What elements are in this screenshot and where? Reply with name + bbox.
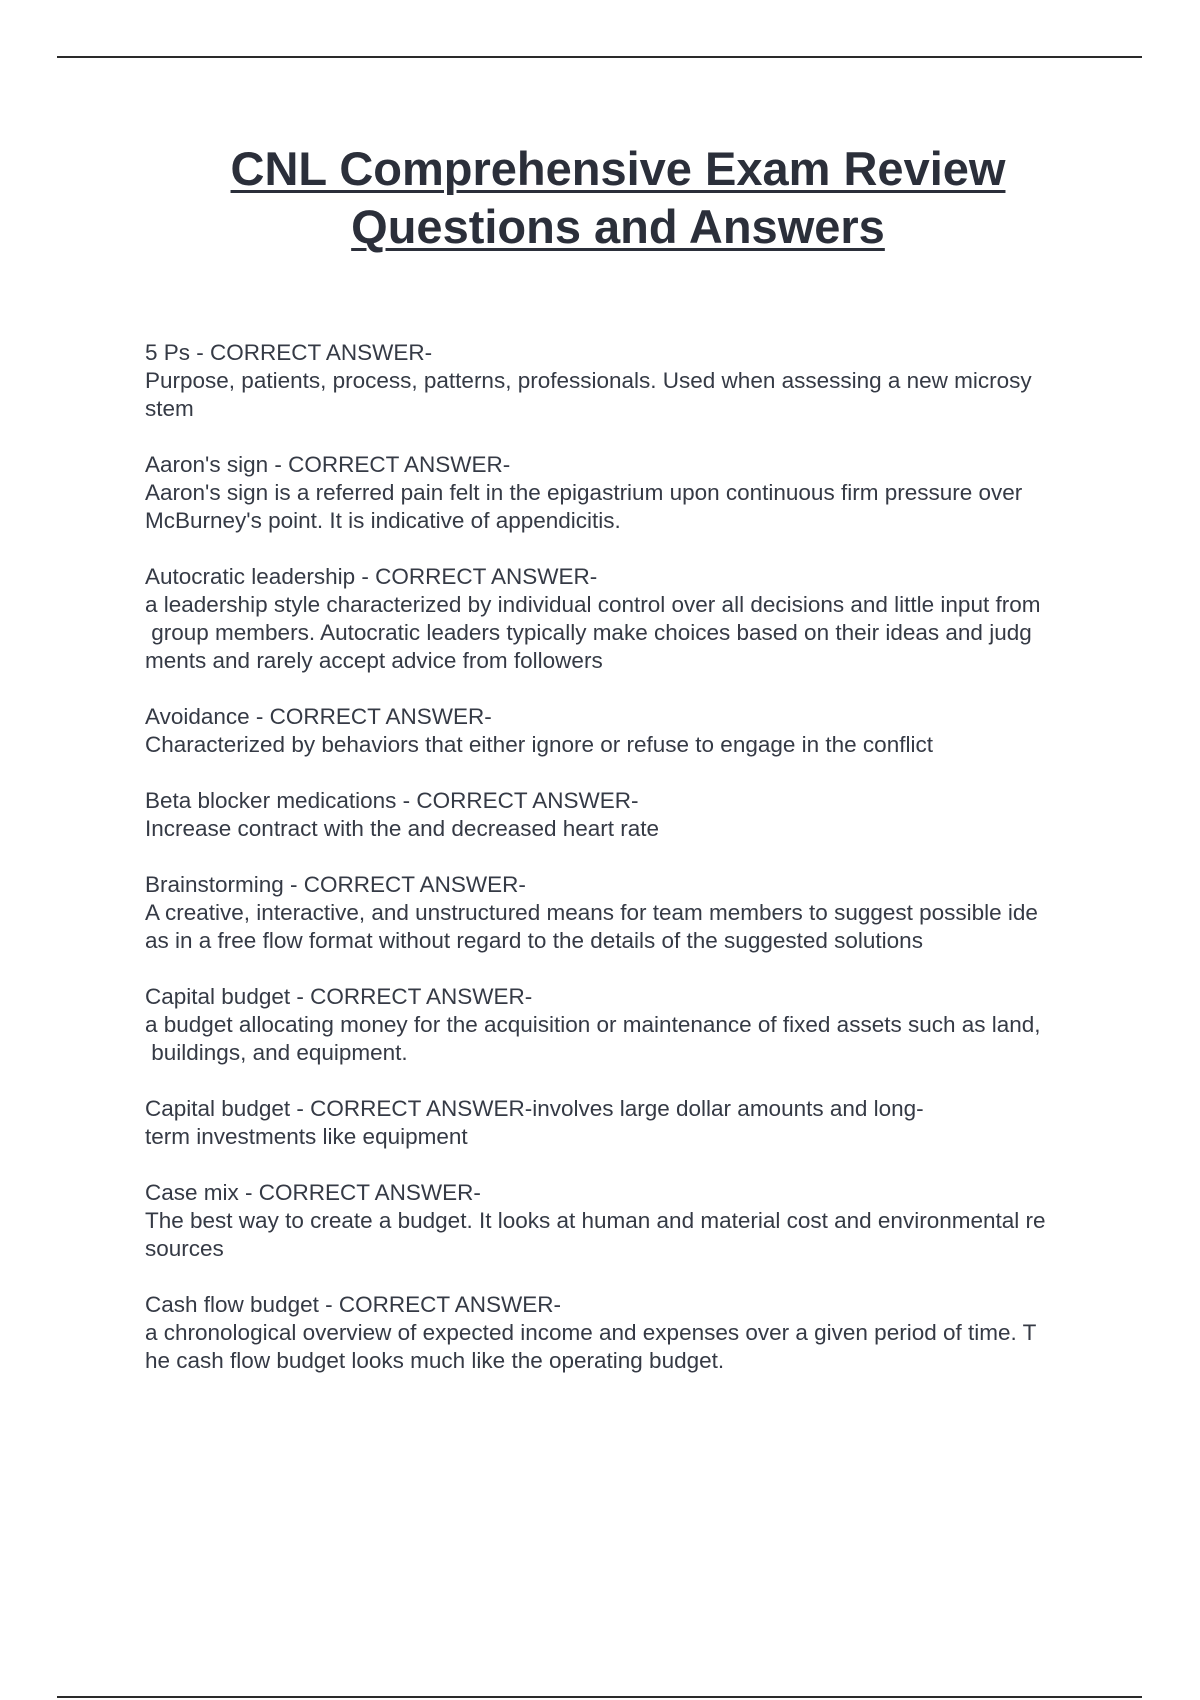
title-line-1: CNL Comprehensive Exam Review bbox=[230, 142, 1006, 195]
top-rule bbox=[57, 56, 1142, 58]
entry-answer-line: stem bbox=[145, 396, 194, 421]
entry-term: 5 Ps - CORRECT ANSWER- bbox=[145, 340, 433, 365]
qa-entry bbox=[145, 1179, 1095, 1263]
entry-answer-line: A creative, interactive, and unstructured means for team members to suggest possible ide bbox=[145, 900, 1038, 925]
entry-answer-line: term investments like equipment bbox=[145, 1124, 468, 1149]
entry-term: Brainstorming - CORRECT ANSWER- bbox=[145, 872, 526, 897]
entry-answer-line: Characterized by behaviors that either ignore or refuse to engage in the conflict bbox=[145, 732, 933, 757]
entry-term: Case mix - CORRECT ANSWER- bbox=[145, 1180, 481, 1205]
entry-answer-line: The best way to create a budget. It looks at human and material cost and environmental re bbox=[145, 1208, 1046, 1233]
bottom-rule bbox=[57, 1696, 1142, 1698]
entry-answer-line: buildings, and equipment. bbox=[145, 1040, 408, 1065]
qa-entry bbox=[145, 983, 1095, 1067]
entry-answer-line: group members. Autocratic leaders typically make choices based on their ideas and judg bbox=[145, 620, 1032, 645]
entry-answer-line: as in a free flow format without regard to the details of the suggested solutions bbox=[145, 928, 923, 953]
qa-entry bbox=[145, 339, 1095, 423]
entry-answer-line: a leadership style characterized by individual control over all decisions and little input from bbox=[145, 592, 1041, 617]
entry-answer-line: McBurney's point. It is indicative of appendicitis. bbox=[145, 508, 621, 533]
qa-entry bbox=[145, 451, 1095, 535]
entry-term: Capital budget - CORRECT ANSWER-involves large dollar amounts and long- bbox=[145, 1096, 924, 1121]
qa-entry bbox=[145, 871, 1095, 955]
entry-answer-line: a chronological overview of expected income and expenses over a given period of time. T bbox=[145, 1320, 1037, 1345]
qa-entry bbox=[145, 1291, 1095, 1375]
qa-entry bbox=[145, 1095, 1095, 1151]
entry-term: Avoidance - CORRECT ANSWER- bbox=[145, 704, 492, 729]
entry-answer-line: he cash flow budget looks much like the operating budget. bbox=[145, 1348, 725, 1373]
page-title bbox=[0, 140, 1200, 256]
qa-entry bbox=[145, 563, 1095, 675]
entry-term: Aaron's sign - CORRECT ANSWER- bbox=[145, 452, 511, 477]
entry-answer-line: a budget allocating money for the acquisition or maintenance of fixed assets such as land, bbox=[145, 1012, 1041, 1037]
qa-entry bbox=[145, 703, 1095, 759]
qa-entry bbox=[145, 787, 1095, 843]
entry-term: Capital budget - CORRECT ANSWER- bbox=[145, 984, 533, 1009]
entry-term: Autocratic leadership - CORRECT ANSWER- bbox=[145, 564, 598, 589]
entry-answer-line: ments and rarely accept advice from followers bbox=[145, 648, 603, 673]
qa-list bbox=[145, 339, 1095, 1403]
entry-term: Cash flow budget - CORRECT ANSWER- bbox=[145, 1292, 561, 1317]
entry-term: Beta blocker medications - CORRECT ANSWER- bbox=[145, 788, 639, 813]
entry-answer-line: Increase contract with the and decreased heart rate bbox=[145, 816, 660, 841]
entry-answer-line: Aaron's sign is a referred pain felt in the epigastrium upon continuous firm pressure over bbox=[145, 480, 1023, 505]
entry-answer-line: sources bbox=[145, 1236, 224, 1261]
title-line-2: Questions and Answers bbox=[351, 200, 885, 253]
entry-answer-line: Purpose, patients, process, patterns, professionals. Used when assessing a new microsy bbox=[145, 368, 1032, 393]
